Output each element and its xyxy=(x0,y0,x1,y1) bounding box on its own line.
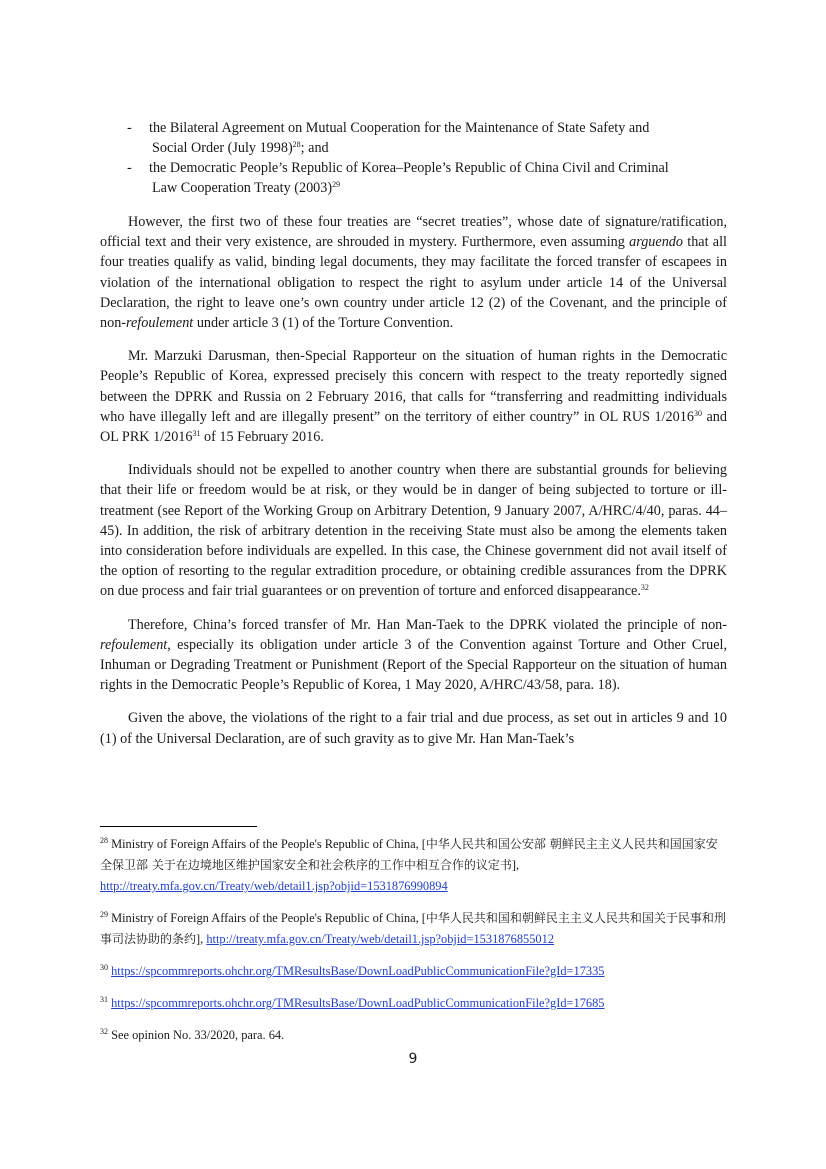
bullet-tail: ; and xyxy=(300,140,329,156)
bullet-text: Social Order (July 1998) xyxy=(152,140,293,156)
bullet-text: Law Cooperation Treaty (2003) xyxy=(152,180,333,196)
paragraph xyxy=(100,212,727,333)
bullet-text-line2 xyxy=(149,178,727,198)
italic-text: refoulement xyxy=(126,315,194,332)
bullet-text-line1: the Bilateral Agreement on Mutual Cooperation for the Maintenance of State Safety and xyxy=(149,120,650,136)
paragraph xyxy=(100,460,727,601)
paragraph xyxy=(100,708,727,748)
footnote-number: 31 xyxy=(100,995,108,1004)
footnote-separator xyxy=(100,826,257,827)
footnote-ref: 29 xyxy=(332,180,341,189)
bullet-item xyxy=(127,118,727,158)
bullet-dash: - xyxy=(127,160,132,176)
footnote-ref: 28 xyxy=(292,140,301,149)
paragraph xyxy=(100,346,727,447)
bullet-text-line1: the Democratic People’s Republic of Korea–People’s Republic of China Civil and Criminal xyxy=(149,160,669,176)
footnote-text: ], xyxy=(196,932,207,946)
footnote-text: Ministry of Foreign Affairs of the People's Republic of China, [ xyxy=(108,911,426,925)
footnote-32 xyxy=(100,1025,727,1046)
bullet-text-line2 xyxy=(149,138,727,158)
text-run: , especially its obligation under article 3 of the Convention against Torture and Other Cruel, Inhuman or Degrading Treatment or Punishment (Report of the Special Rapporteur on the situation of human rights in the Democratic People’s Republic of Korea, 1 May 2020, A/HRC/43/58, para. 18). xyxy=(100,636,727,694)
footnote-ref: 30 xyxy=(693,408,702,418)
footnote-text: ], xyxy=(511,858,520,872)
footnote-ref: 32 xyxy=(640,583,649,593)
treaty-bullet-list xyxy=(127,118,727,198)
text-run: of 15 February 2016. xyxy=(200,429,324,446)
footnote-number: 30 xyxy=(100,963,108,972)
bullet-item xyxy=(127,158,727,198)
footnote-30 xyxy=(100,961,727,982)
text-run: Mr. Marzuki Darusman, then-Special Rapporteur on the situation of human rights in the Democratic People’s Republic of Korea, expressed precisely this concern with respect to the treaty reportedly signed between the DPRK and Russia on 2 February 2016, that calls for “transferring and readmitting individuals who have illegally left and are illegally present” on the territory of either country” in OL RUS 1/2016 xyxy=(100,348,727,425)
footnote-chinese-title: 中华人民共和国公安部 朝鲜民主主义人民共和国国家安全保卫部 关于在边境地区维护国家安全和社会秩序的工作中相互合作的议定书 xyxy=(100,837,718,872)
footnote-number: 28 xyxy=(100,836,108,845)
page-number: 9 xyxy=(408,1051,418,1067)
footnote-ref: 31 xyxy=(192,429,201,439)
text-run: and OL PRK 1/2016 xyxy=(100,408,727,446)
footnote-28 xyxy=(100,834,727,897)
footnote-number: 32 xyxy=(100,1027,108,1036)
footnote-link[interactable]: https://spcommreports.ohchr.org/TMResultsBase/DownLoadPublicCommunicationFile?gId=17335 xyxy=(111,964,605,978)
italic-text: arguendo xyxy=(629,234,683,251)
footnote-link[interactable]: http://treaty.mfa.gov.cn/Treaty/web/detail1.jsp?objid=1531876855012 xyxy=(206,932,555,946)
text-run: that all four treaties qualify as valid, binding legal documents, they may facilitate the forced transfer of escapees in violation of the international obligation to respect the right to asylum under article 14 of the Universal Declaration, the right to leave one’s own country under article 12 (2) of the Covenant, and the principle of non- xyxy=(100,234,727,332)
text-run: under article 3 (1) of the Torture Convention. xyxy=(193,315,454,332)
footnote-link[interactable]: https://spcommreports.ohchr.org/TMResultsBase/DownLoadPublicCommunicationFile?gId=17685 xyxy=(111,996,605,1010)
italic-text: refoulement xyxy=(100,636,168,653)
footnote-chinese-title: 中华人民共和国和朝鲜民主主义人民共和国关于民事和刑事司法协助的条约 xyxy=(100,911,726,946)
text-run: Therefore, China’s forced transfer of Mr. Han Man-Taek to the DPRK violated the principle of non- xyxy=(128,616,727,633)
footnote-29 xyxy=(100,908,727,950)
footnotes xyxy=(100,834,727,1057)
bullet-dash: - xyxy=(127,120,132,136)
text-run: Individuals should not be expelled to another country when there are substantial grounds for believing that their life or freedom would be at risk, or they would be in danger of being subjected to torture or ill-treatment (see Report of the Working Group on Arbitrary Detention, 9 January 2007, A/HRC/4/40, paras. 44–45). In addition, the risk of arbitrary detention in the receiving State must also be among the elements taken into consideration before individuals are expelled. In this case, the Chinese government did not avail itself of the option of resorting to the regular extradition procedure, or obtaining credible assurances from the DPRK on due process and fair trial guarantees or on prevention of torture and enforced disappearance. xyxy=(100,462,727,600)
footnote-text: See opinion No. 33/2020, para. 64. xyxy=(108,1028,285,1042)
text-run: However, the first two of these four treaties are “secret treaties”, whose date of signature/ratification, official text and their very existence, are shrouded in mystery. Furthermore, even assuming xyxy=(100,214,727,251)
footnote-31 xyxy=(100,993,727,1014)
paragraph xyxy=(100,615,727,696)
body-text xyxy=(100,212,727,762)
footnote-text: Ministry of Foreign Affairs of the People's Republic of China, [ xyxy=(108,837,426,851)
footnote-number: 29 xyxy=(100,910,108,919)
footnote-link[interactable]: http://treaty.mfa.gov.cn/Treaty/web/detail1.jsp?objid=1531876990894 xyxy=(100,879,448,893)
text-run: Given the above, the violations of the right to a fair trial and due process, as set out in articles 9 and 10 (1) of the Universal Declaration, are of such gravity as to give Mr. Han Man-Taek’s xyxy=(100,710,727,747)
